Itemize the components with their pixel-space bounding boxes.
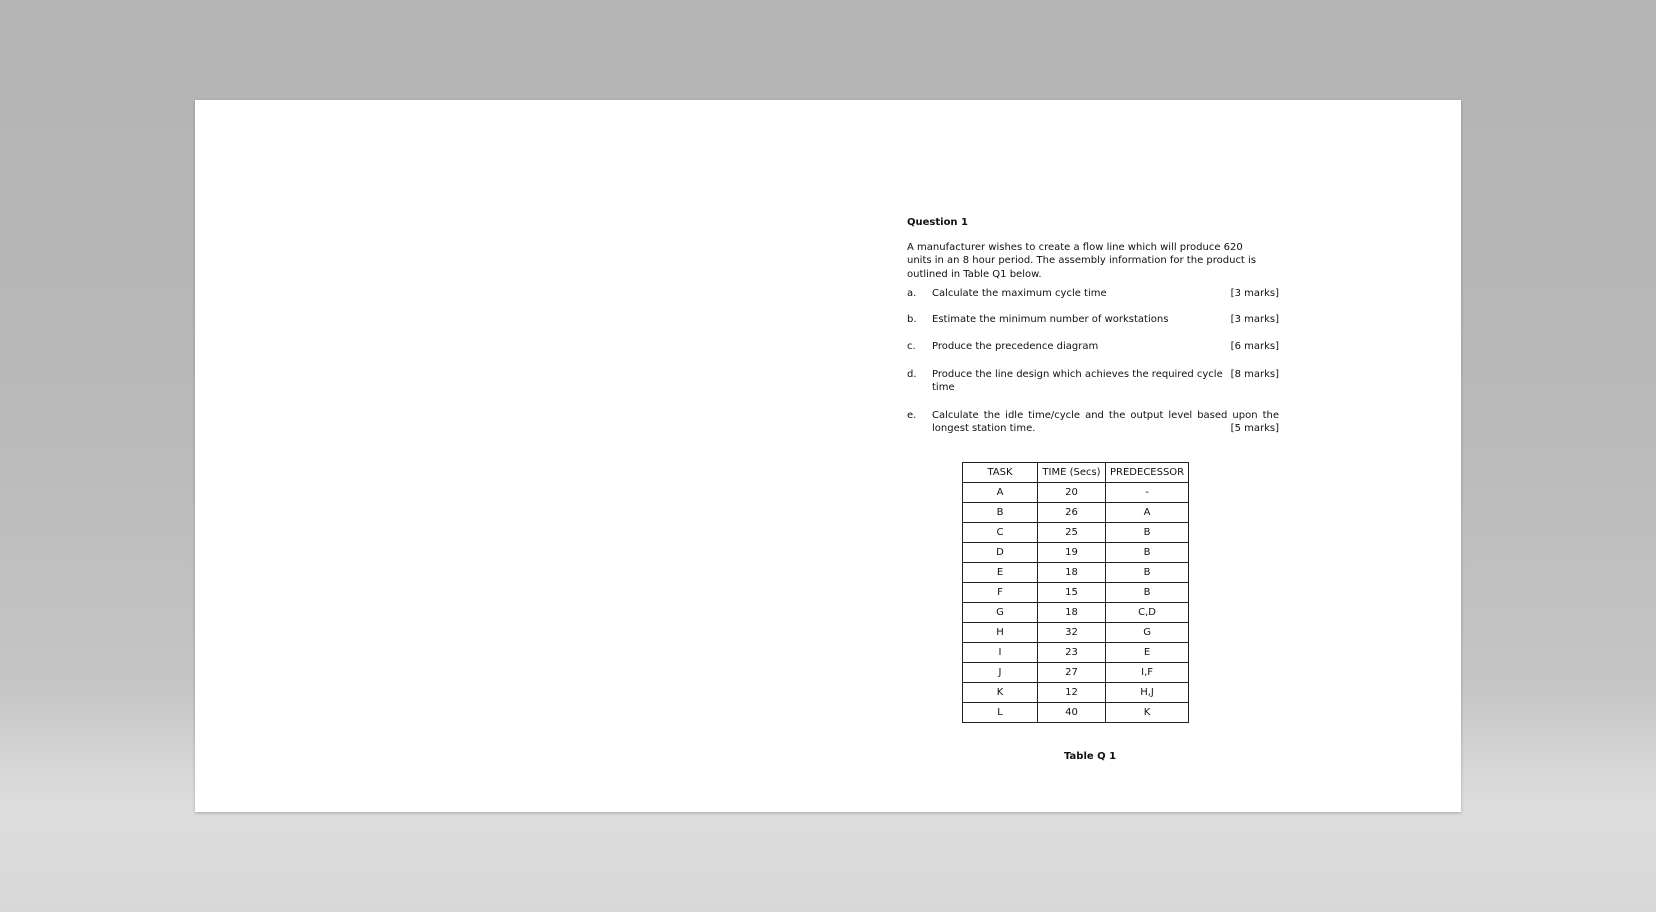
part-letter: a. bbox=[907, 288, 917, 299]
table-cell-task: G bbox=[963, 603, 1038, 623]
question-intro: A manufacturer wishes to create a flow line which will produce 620 units in an 8 hour period. The assembly information for the product is outlined in Table Q1 below. bbox=[907, 241, 1257, 280]
table-cell-time: 18 bbox=[1038, 603, 1106, 623]
part-marks: [6 marks] bbox=[1230, 341, 1279, 352]
part-letter: d. bbox=[907, 368, 917, 380]
table-header-task: TASK bbox=[963, 463, 1038, 483]
table-row bbox=[963, 523, 1189, 543]
table-cell-predecessor: C,D bbox=[1106, 603, 1189, 623]
part-letter: b. bbox=[907, 313, 917, 325]
document-page bbox=[195, 100, 1461, 812]
table-cell-time: 15 bbox=[1038, 583, 1106, 603]
question-part-d bbox=[907, 368, 1279, 395]
table-cell-predecessor: E bbox=[1106, 643, 1189, 663]
table-cell-time: 18 bbox=[1038, 563, 1106, 583]
table-cell-task: L bbox=[963, 703, 1038, 723]
table-cell-task: A bbox=[963, 483, 1038, 503]
part-letter: c. bbox=[907, 341, 916, 352]
table-header-row bbox=[963, 463, 1189, 483]
table-cell-time: 25 bbox=[1038, 523, 1106, 543]
table-cell-predecessor: B bbox=[1106, 563, 1189, 583]
question-part-a bbox=[907, 287, 1279, 301]
table-cell-time: 19 bbox=[1038, 543, 1106, 563]
table-cell-time: 32 bbox=[1038, 623, 1106, 643]
table-cell-time: 27 bbox=[1038, 663, 1106, 683]
table-cell-time: 12 bbox=[1038, 683, 1106, 703]
table-cell-predecessor: K bbox=[1106, 703, 1189, 723]
table-cell-task: F bbox=[963, 583, 1038, 603]
table-header-time: TIME (Secs) bbox=[1038, 463, 1106, 483]
table-caption: Table Q 1 bbox=[1064, 751, 1117, 762]
table-body bbox=[963, 483, 1189, 723]
part-marks: [8 marks] bbox=[1230, 368, 1279, 380]
table-cell-task: J bbox=[963, 663, 1038, 683]
table-cell-predecessor: I,F bbox=[1106, 663, 1189, 683]
part-text: Calculate the idle time/cycle and the output level based upon the longest station time. bbox=[932, 409, 1279, 434]
table-header-predecessor: PREDECESSOR bbox=[1106, 463, 1189, 483]
question-heading: Question 1 bbox=[907, 217, 968, 228]
part-text: Produce the line design which achieves the required cycle time bbox=[932, 368, 1223, 393]
table-cell-task: B bbox=[963, 503, 1038, 523]
table-row bbox=[963, 503, 1189, 523]
part-letter: e. bbox=[907, 409, 917, 421]
table-row bbox=[963, 683, 1189, 703]
table-cell-task: I bbox=[963, 643, 1038, 663]
table-cell-predecessor: H,J bbox=[1106, 683, 1189, 703]
table-row bbox=[963, 643, 1189, 663]
table-cell-predecessor: B bbox=[1106, 543, 1189, 563]
table-row bbox=[963, 583, 1189, 603]
table-cell-predecessor: - bbox=[1106, 483, 1189, 503]
table-cell-time: 23 bbox=[1038, 643, 1106, 663]
part-text: Produce the precedence diagram bbox=[932, 341, 1099, 352]
question-part-e bbox=[907, 409, 1279, 436]
table-row bbox=[963, 563, 1189, 583]
table-cell-predecessor: A bbox=[1106, 503, 1189, 523]
table-cell-time: 26 bbox=[1038, 503, 1106, 523]
table-cell-time: 40 bbox=[1038, 703, 1106, 723]
part-marks: [5 marks] bbox=[1230, 423, 1279, 434]
question-part-b bbox=[907, 313, 1279, 327]
part-marks: [3 marks] bbox=[1230, 313, 1279, 325]
table-cell-task: D bbox=[963, 543, 1038, 563]
table-row bbox=[963, 603, 1189, 623]
table-row bbox=[963, 623, 1189, 643]
table-cell-task: K bbox=[963, 683, 1038, 703]
part-marks: [3 marks] bbox=[1230, 288, 1279, 299]
part-text: Estimate the minimum number of workstations bbox=[932, 313, 1169, 325]
table-cell-task: C bbox=[963, 523, 1038, 543]
table-cell-task: H bbox=[963, 623, 1038, 643]
table-row bbox=[963, 543, 1189, 563]
assembly-table bbox=[962, 462, 1189, 723]
table-cell-time: 20 bbox=[1038, 483, 1106, 503]
table-cell-task: E bbox=[963, 563, 1038, 583]
part-text: Calculate the maximum cycle time bbox=[932, 288, 1107, 299]
table-cell-predecessor: B bbox=[1106, 523, 1189, 543]
table-cell-predecessor: B bbox=[1106, 583, 1189, 603]
assembly-table-wrap bbox=[962, 462, 1189, 723]
table-row bbox=[963, 483, 1189, 503]
question-part-c bbox=[907, 340, 1279, 354]
table-cell-predecessor: G bbox=[1106, 623, 1189, 643]
table-row bbox=[963, 663, 1189, 683]
table-row bbox=[963, 703, 1189, 723]
question-content bbox=[907, 216, 1279, 448]
